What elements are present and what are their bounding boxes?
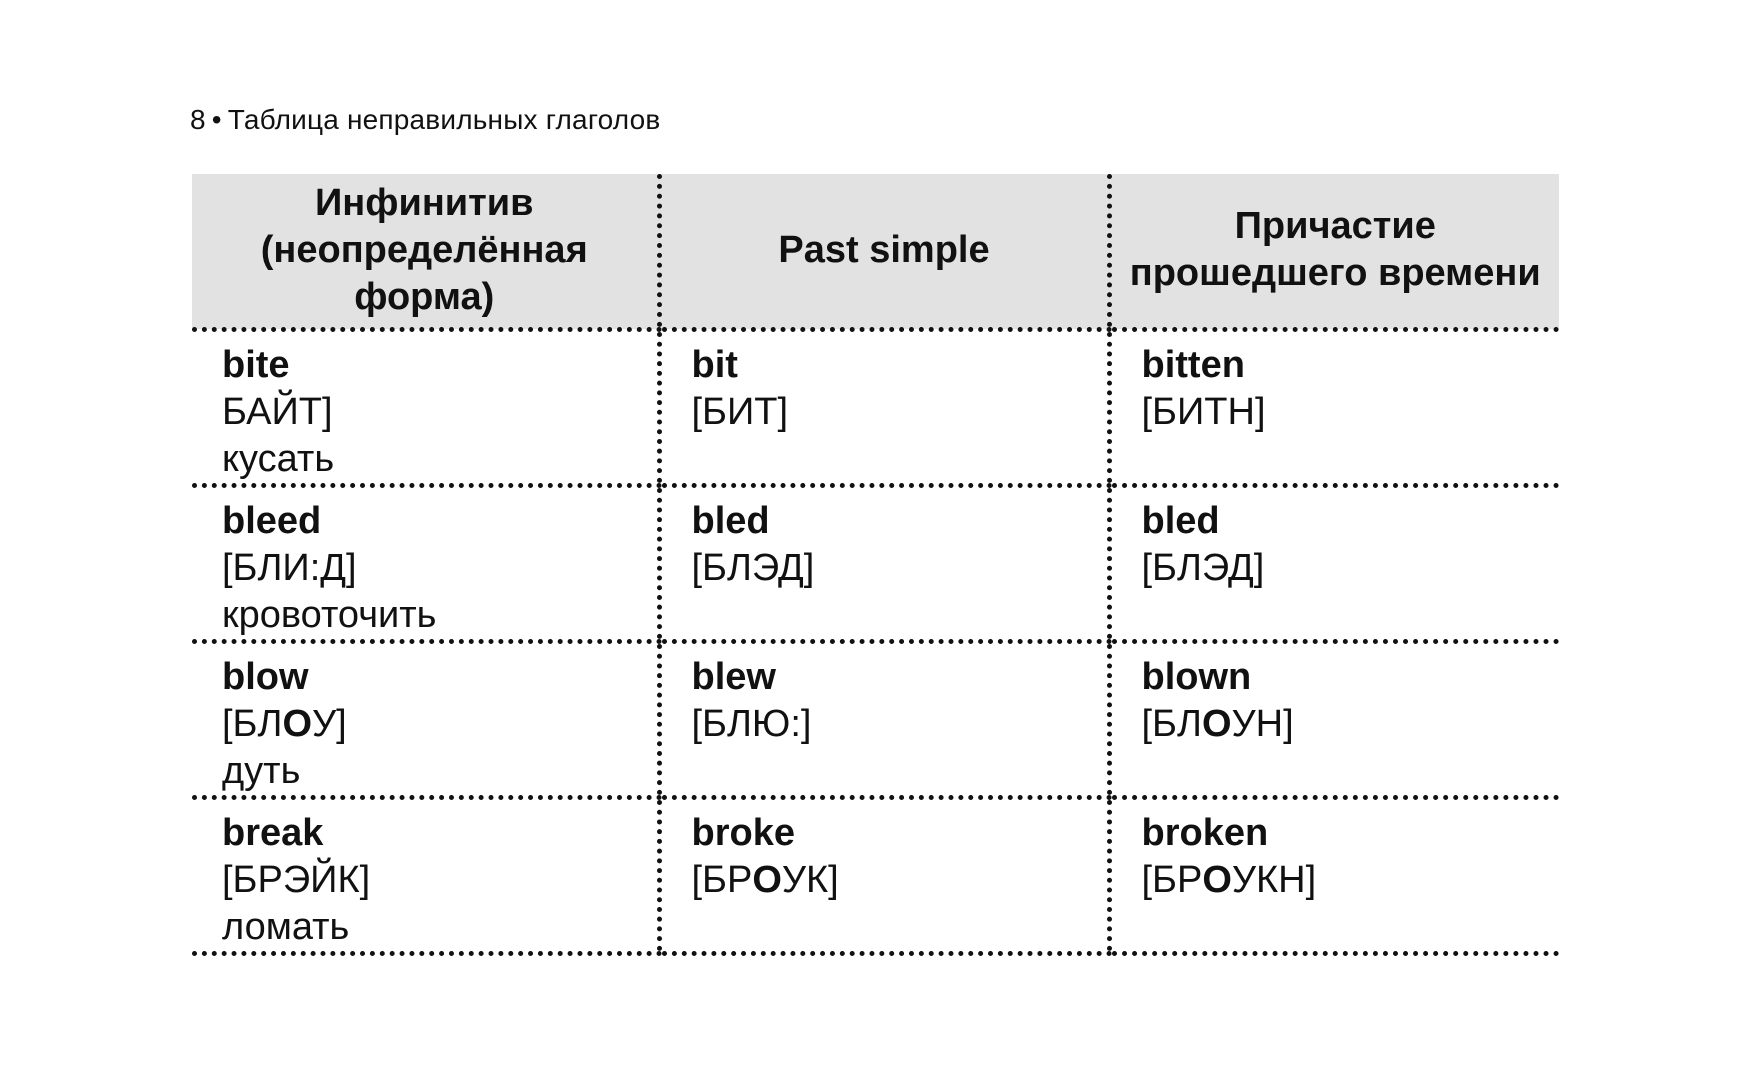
verb-pronunciation: [БИТН] xyxy=(1141,390,1266,433)
verb-word: blown xyxy=(1141,655,1252,698)
verb-pronunciation: [БЛЮ:] xyxy=(691,702,812,745)
verb-word: bled xyxy=(691,499,770,542)
verb-pronunciation: [БЛЭД] xyxy=(1141,546,1265,589)
verb-translation: кровоточить xyxy=(222,593,437,636)
cell-participle xyxy=(1109,329,1559,485)
table-row xyxy=(192,641,1559,797)
header-infinitive: Инфинитив (неопределённая форма) xyxy=(192,174,659,329)
verb-translation: кусать xyxy=(222,437,335,480)
table-row xyxy=(192,485,1559,641)
pron-part: УК] xyxy=(781,858,839,901)
pron-stress: О xyxy=(282,702,312,745)
verb-pronunciation: [БИТ] xyxy=(691,390,789,433)
cell-participle xyxy=(1109,641,1559,797)
verb-word: blow xyxy=(222,655,309,698)
table-row xyxy=(192,797,1559,953)
verb-pronunciation xyxy=(1142,701,1550,748)
verb-word: break xyxy=(222,811,324,854)
cell-participle xyxy=(1109,797,1559,953)
verb-word: blew xyxy=(691,655,776,698)
verb-word: bled xyxy=(1141,499,1220,542)
verb-translation: дуть xyxy=(222,749,301,792)
verb-pronunciation xyxy=(222,701,647,748)
verb-pronunciation: [БЛЭД] xyxy=(691,546,815,589)
pron-stress: О xyxy=(752,858,782,901)
pron-part: [БЛ xyxy=(222,702,283,745)
pron-stress: О xyxy=(1201,702,1232,745)
cell-participle xyxy=(1109,485,1559,641)
pron-part: [БР xyxy=(1141,858,1203,901)
header-separator: • xyxy=(211,104,222,135)
pron-part: У] xyxy=(312,702,347,745)
verb-word: broke xyxy=(691,811,795,854)
verb-word: bleed xyxy=(222,499,322,542)
pron-part: УН] xyxy=(1231,702,1294,745)
pron-stress: О xyxy=(1202,858,1232,901)
table-header-row xyxy=(192,174,1559,329)
page-number: 8 xyxy=(190,104,206,135)
pron-part: [БР xyxy=(691,858,753,901)
verb-pronunciation: [БЛИ:Д] xyxy=(222,546,357,589)
verb-pronunciation xyxy=(1142,857,1550,904)
page-title: Таблица неправильных глаголов xyxy=(227,104,661,135)
verb-word: bite xyxy=(222,343,290,386)
irregular-verbs-table-container xyxy=(192,174,1559,956)
verb-pronunciation xyxy=(692,857,1097,904)
cell-past-simple xyxy=(659,641,1109,797)
verb-word: bitten xyxy=(1141,343,1245,386)
page-header xyxy=(190,104,660,136)
cell-infinitive xyxy=(192,485,659,641)
pron-part: УКН] xyxy=(1231,858,1317,901)
verb-pronunciation: [БРЭЙК] xyxy=(222,858,371,901)
cell-infinitive xyxy=(192,797,659,953)
pron-part: [БЛ xyxy=(1141,702,1202,745)
verb-word: broken xyxy=(1141,811,1269,854)
cell-past-simple xyxy=(659,485,1109,641)
cell-past-simple xyxy=(659,797,1109,953)
header-past-simple: Past simple xyxy=(659,174,1109,329)
verb-word: bit xyxy=(691,343,738,386)
cell-infinitive xyxy=(192,641,659,797)
verb-pronunciation: БАЙТ] xyxy=(222,390,333,433)
cell-past-simple xyxy=(659,329,1109,485)
irregular-verbs-table xyxy=(192,174,1559,956)
verb-translation: ломать xyxy=(222,905,350,948)
table-row xyxy=(192,329,1559,485)
header-participle: Причастие прошедшего времени xyxy=(1109,174,1559,329)
cell-infinitive xyxy=(192,329,659,485)
